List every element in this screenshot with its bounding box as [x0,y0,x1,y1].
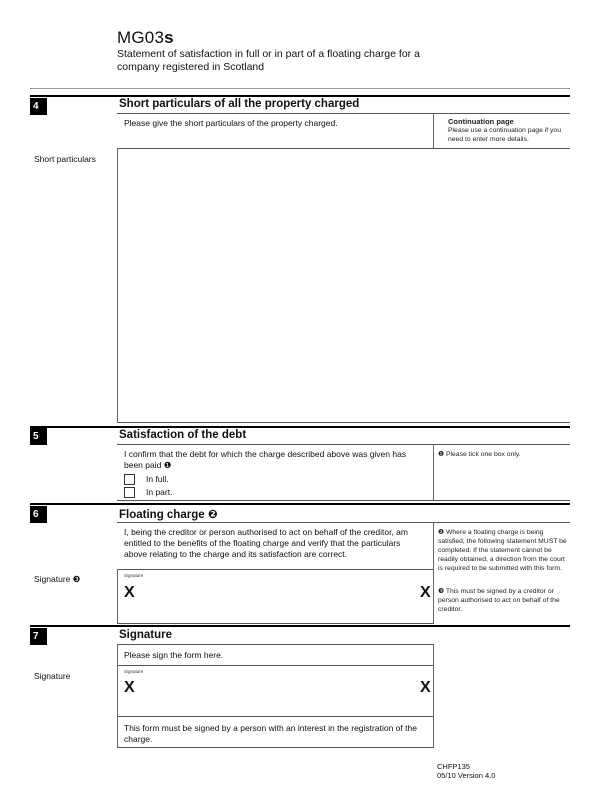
section4-top-rule [30,95,570,97]
continuation-text: Please use a continuation page if you need to enter more details. [448,127,561,143]
short-particulars-label: Short particulars [34,154,96,164]
section6-sig-mark-left: X [124,584,135,601]
section4-instruction: Please give the short particulars of the property charged. [124,118,338,128]
section7-signature-field[interactable] [118,666,432,716]
section7-number: 7 [30,628,47,645]
section5-top-rule [30,426,570,428]
section7-signature-label: Signature [34,671,71,681]
section6-sig-caption: Signature [124,573,144,578]
section6-statement: I, being the creditor or person authorised to act on behalf of the creditor, am entitled to the benefits of the floating charge and verify that the particulars above relating to the charge and its satisfaction are correct. [124,527,408,559]
section6-sig-mark-right: X [420,584,431,601]
section4-title: Short particulars of all the property charged [119,98,360,110]
section5-number: 5 [30,428,47,445]
section7-sig-mark-right: X [420,679,431,696]
header-bottom-rule [30,88,570,89]
in-part-label: In part. [146,487,173,497]
section4-number: 4 [30,98,47,115]
form-code: MG03s [117,28,174,47]
section7-top-rule [30,625,570,627]
form-title: Statement of satisfaction in full or in part of a floating charge for a company registered in Scotland [117,48,420,73]
section5-note: ❶ Please tick one box only. [438,451,521,458]
section6-note-2: ❷ Where a floating charge is being satisfied, the following statement MUST be completed. If the statement cannot be readily obtained, a direction from the court is required to be submitted with this form. [438,529,567,572]
section6-signature-field[interactable] [118,570,432,623]
in-part-checkbox[interactable] [124,487,135,498]
section7-footer-text: This form must be signed by a person with an interest in the registration of the charge. [124,723,417,744]
section7-sig-caption: Signature [124,669,144,674]
form-footer-version: 05/10 Version 4.0 [437,771,496,780]
section7-instruction: Please sign the form here. [124,650,224,660]
section6-note-3: ❸ This must be signed by a creditor or person authorised to act on behalf of the creditor. [438,588,560,613]
section6-top-rule [30,503,570,505]
section6-title: Floating charge ❷ [119,509,218,521]
section5-statement: I confirm that the debt for which the charge described above was given has been paid ❶ [124,449,407,470]
in-full-label: In full. [146,474,169,484]
section6-signature-label: Signature ❸ [34,574,81,584]
section6-number: 6 [30,506,47,523]
continuation-title: Continuation page [448,117,514,126]
short-particulars-field[interactable] [118,149,570,421]
form-footer-code: CHFP135 [437,762,470,771]
section7-title: Signature [119,629,173,641]
section7-sig-mark-left: X [124,679,135,696]
in-full-checkbox[interactable] [124,474,135,485]
section5-title: Satisfaction of the debt [119,429,247,441]
